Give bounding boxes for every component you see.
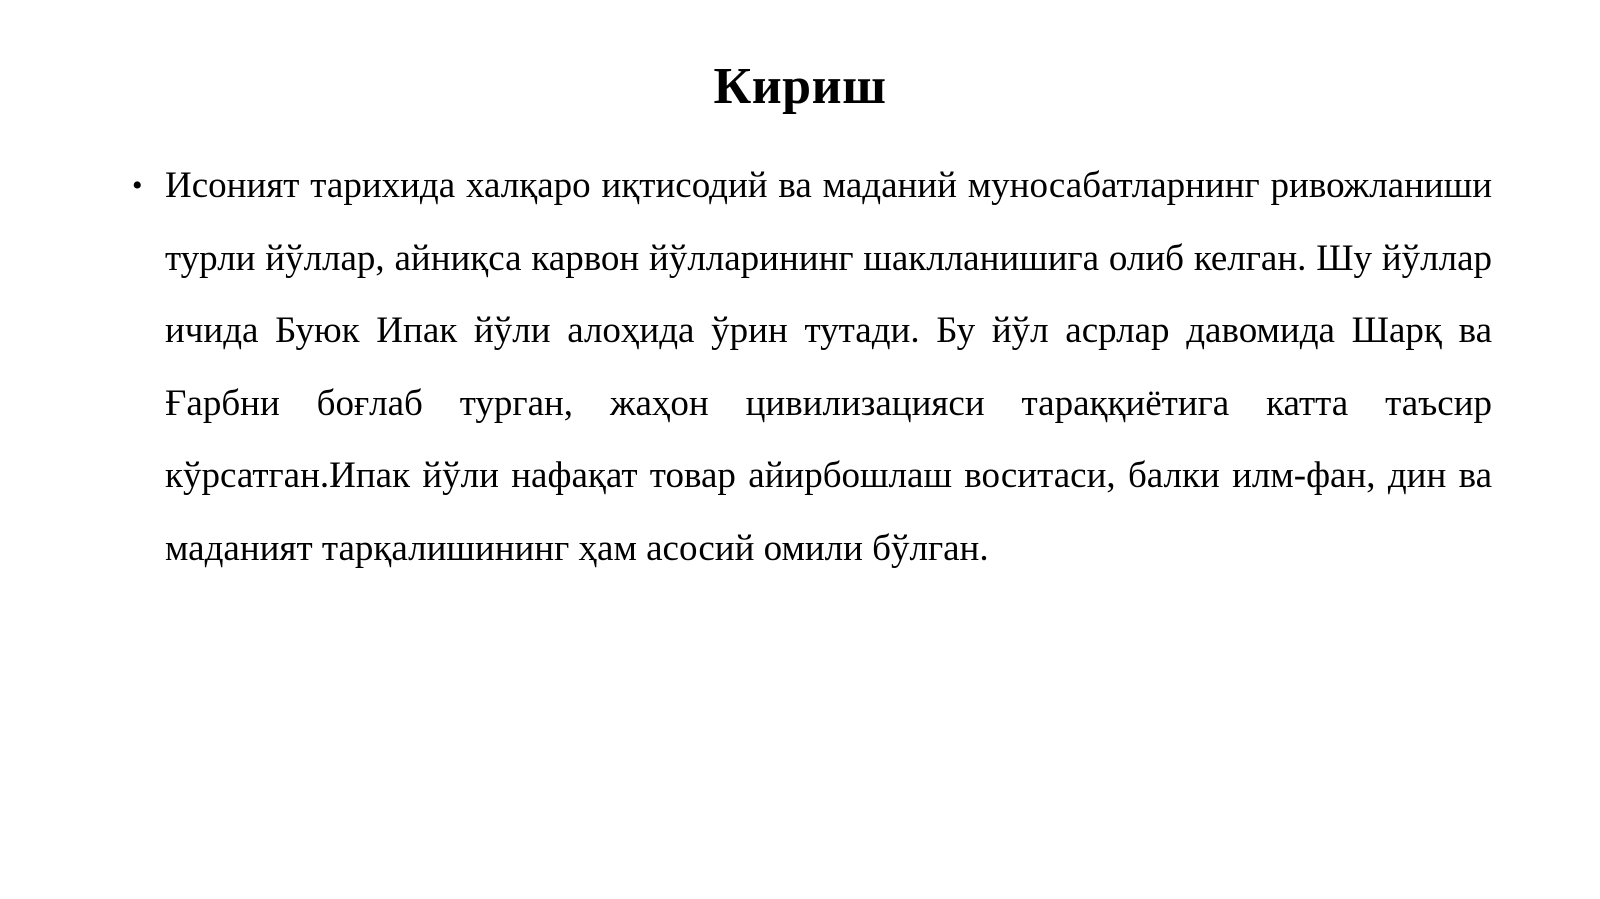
bullet-item [132, 150, 1492, 585]
slide-title: Кириш [713, 58, 887, 115]
bullet-text: Исоният тарихида халқаро иқтисодий ва маданий муносабатларнинг ривожланиши турли йўллар, айниқса карвон йўлларининг шаклланишига олиб келган. Шу йўллар ичида Буюк Ипак йўли алоҳида ўрин тутади. Бу йўл асрлар давомида Шарқ ва Ғарбни боғлаб турган, жаҳон цивилизацияси тараққиётига катта таъсир кўрсатган.Ипак йўли нафақат товар айирбошлаш воситаси, балки илм-фан, дин ва маданият тарқалишининг ҳам асосий омили бўлган. [165, 165, 1492, 569]
bullet-list [132, 150, 1492, 585]
bullet-marker: • [132, 169, 143, 202]
